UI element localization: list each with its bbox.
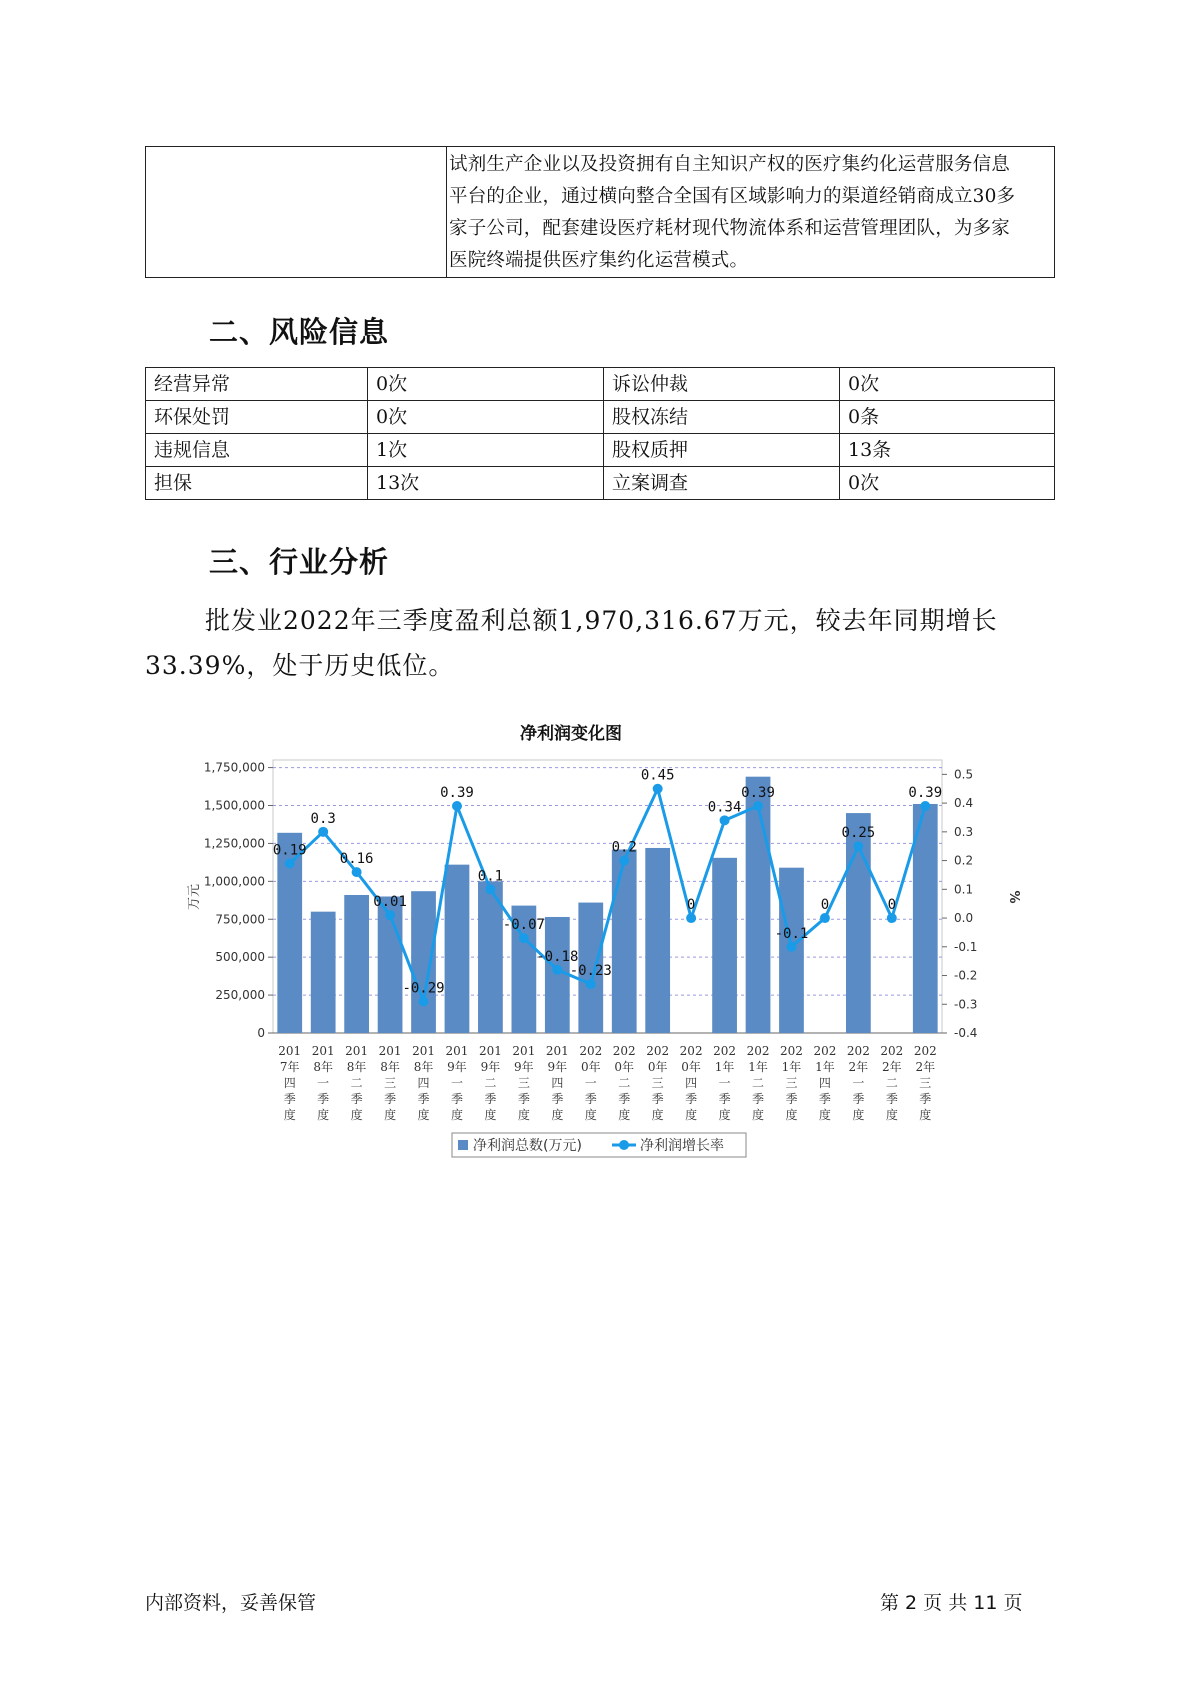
bar: [411, 891, 436, 1033]
y2-tick-label: 0.3: [954, 824, 974, 839]
line-point: [586, 979, 596, 989]
risk-label: 违规信息: [146, 434, 368, 467]
risk-label: 担保: [146, 467, 368, 500]
risk-info-table: [145, 367, 1055, 500]
data-label: 0.19: [272, 842, 307, 859]
y-tick-label: 250,000: [215, 988, 265, 1003]
x-tick-label: 201 9年一季度: [445, 1044, 469, 1122]
y-tick-label: 1,000,000: [203, 874, 265, 889]
y-tick-label: 1,750,000: [203, 760, 265, 775]
data-label: 0.45: [640, 767, 675, 784]
risk-label: 股权质押: [604, 434, 840, 467]
risk-label: 环保处罚: [146, 401, 368, 434]
x-tick-label: 202 1年四季度: [813, 1044, 837, 1122]
analysis-line: 批发业2022年三季度盈利总额1,970,316.67万元，较去年同期增长: [205, 606, 998, 635]
line-point: [720, 815, 730, 825]
line-point: [352, 867, 362, 877]
data-label: 0.39: [741, 784, 775, 801]
x-tick-label: 201 9年二季度: [478, 1044, 502, 1122]
x-tick-label: 202 1年三季度: [780, 1044, 803, 1122]
company-intro-table: [145, 146, 1055, 278]
x-tick-label: 201 8年四季度: [412, 1044, 435, 1122]
x-tick-label: 202 2年三季度: [913, 1044, 937, 1122]
x-tick-label: 202 0年三季度: [646, 1044, 670, 1122]
table-row: [146, 368, 1055, 401]
risk-value: 0条: [840, 401, 1055, 434]
line-point: [452, 801, 462, 811]
x-tick-label: 202 0年一季度: [579, 1044, 603, 1122]
y2-tick-label: 0.1: [954, 882, 974, 897]
x-tick-label: 201 8年二季度: [345, 1044, 369, 1122]
y-tick-label: 750,000: [215, 912, 265, 927]
legend: [452, 1133, 746, 1157]
bar: [344, 895, 369, 1033]
y2-axis-label: %: [1006, 890, 1021, 904]
data-label: 0: [686, 897, 696, 914]
y2-tick-label: -0.3: [954, 997, 978, 1012]
intro-line: 试剂生产企业以及投资拥有自主知识产权的医疗集约化运营服务信息: [449, 154, 1011, 175]
table-row: [146, 434, 1055, 467]
data-label: 0.3: [310, 810, 336, 827]
x-tick-label: 202 1年二季度: [746, 1044, 770, 1122]
x-tick-label: 202 1年一季度: [713, 1044, 737, 1122]
x-tick-label: 201 8年一季度: [311, 1044, 335, 1122]
x-tick-label: 201 7年四季度: [278, 1044, 302, 1122]
x-tick-label: 202 0年二季度: [612, 1044, 636, 1122]
risk-label: 经营异常: [146, 368, 368, 401]
bar: [612, 849, 637, 1033]
line-point: [920, 801, 930, 811]
legend-label: 净利润增长率: [640, 1138, 724, 1154]
net-profit-chart: [180, 745, 1060, 1165]
legend-label: 净利润总数(万元): [473, 1138, 582, 1154]
line-point: [485, 884, 495, 894]
data-label: 0.34: [707, 799, 742, 816]
intro-line: 家子公司，配套建设医疗耗材现代物流体系和运营管理团队，为多家: [449, 218, 1011, 239]
intro-line: 医院终端提供医疗集约化运营模式。: [449, 250, 749, 271]
data-label: -0.18: [536, 948, 579, 965]
data-label: -0.23: [569, 963, 612, 980]
y2-tick-label: 0.5: [954, 767, 974, 782]
line-point: [385, 910, 395, 920]
line-point: [619, 856, 629, 866]
intro-line: 平台的企业，通过横向整合全国有区域影响力的渠道经销商成立30多: [449, 186, 1016, 207]
data-label: 0: [820, 897, 830, 914]
data-label: 0.39: [908, 784, 943, 801]
risk-label: 立案调查: [604, 467, 840, 500]
risk-value: 13条: [840, 434, 1055, 467]
line-point: [285, 858, 295, 868]
data-label: 0.39: [440, 784, 474, 801]
risk-value: 0次: [840, 467, 1055, 500]
line-point: [786, 942, 796, 952]
y-tick-label: 0: [257, 1026, 265, 1040]
data-label: 0.2: [611, 839, 637, 856]
risk-value: 0次: [368, 368, 604, 401]
data-label: 0.25: [841, 825, 876, 842]
x-tick-label: 201 8年三季度: [378, 1044, 402, 1122]
risk-label: 诉讼仲裁: [604, 368, 840, 401]
line-point: [753, 801, 763, 811]
y-tick-label: 1,500,000: [203, 798, 265, 813]
y2-tick-label: -0.1: [954, 939, 978, 954]
data-label: 0.16: [339, 851, 374, 868]
table-row: [146, 467, 1055, 500]
risk-value: 1次: [368, 434, 604, 467]
legend-line-marker: [619, 1140, 629, 1150]
line-point: [853, 841, 863, 851]
y-tick-label: 1,250,000: [203, 836, 265, 851]
data-label: -0.29: [402, 980, 445, 997]
data-label: 0.01: [373, 894, 407, 911]
analysis-line: 33.39%，处于历史低位。: [145, 651, 455, 680]
y-axis-ticks: [204, 761, 273, 1040]
chart-title: 净利润变化图: [520, 724, 622, 744]
data-label: 0.1: [477, 868, 504, 885]
line-point: [419, 996, 429, 1006]
x-tick-label: 202 0年四季度: [679, 1044, 703, 1122]
bar: [445, 865, 470, 1033]
line-point: [519, 933, 529, 943]
table-row: [146, 401, 1055, 434]
y2-tick-label: -0.4: [954, 1026, 978, 1040]
line-point: [552, 965, 562, 975]
data-label: -0.1: [774, 925, 809, 942]
bar: [712, 858, 737, 1033]
x-tick-label: 201 9年四季度: [545, 1044, 569, 1122]
line-point: [820, 913, 830, 923]
y2-tick-label: -0.2: [954, 968, 978, 983]
line-point: [653, 784, 663, 794]
footer-page-number: 第 2 页 共 11 页: [880, 1592, 1023, 1614]
risk-value: 0次: [368, 401, 604, 434]
risk-value: 13次: [368, 467, 604, 500]
line-point: [686, 913, 696, 923]
x-axis-ticks: [278, 1044, 936, 1122]
risk-value: 0次: [840, 368, 1055, 401]
x-tick-label: 202 2年二季度: [880, 1044, 904, 1122]
y2-tick-label: 0.0: [954, 911, 974, 926]
intro-label-cell: [146, 147, 447, 278]
y2-tick-label: 0.4: [954, 796, 974, 811]
x-tick-label: 202 2年一季度: [846, 1044, 870, 1122]
table-row: [146, 147, 1055, 278]
data-label: 0: [887, 897, 897, 914]
bar: [746, 777, 771, 1033]
y2-axis-ticks: [942, 767, 977, 1040]
y-axis-label: 万元: [187, 883, 202, 911]
line-point: [887, 913, 897, 923]
bar: [311, 912, 336, 1033]
bar: [645, 848, 670, 1033]
y2-tick-label: 0.2: [954, 853, 974, 868]
data-label: -0.07: [502, 917, 545, 934]
intro-text-cell: [447, 147, 1055, 278]
risk-label: 股权冻结: [604, 401, 840, 434]
section-heading-industry: 三、行业分析: [209, 545, 390, 579]
legend-bar-swatch: [458, 1140, 468, 1150]
line-point: [318, 827, 328, 837]
y-tick-label: 500,000: [215, 950, 265, 965]
footer-confidential: 内部资料，妥善保管: [145, 1592, 317, 1614]
section-heading-risk: 二、风险信息: [209, 315, 390, 349]
x-tick-label: 201 9年三季度: [512, 1044, 536, 1122]
